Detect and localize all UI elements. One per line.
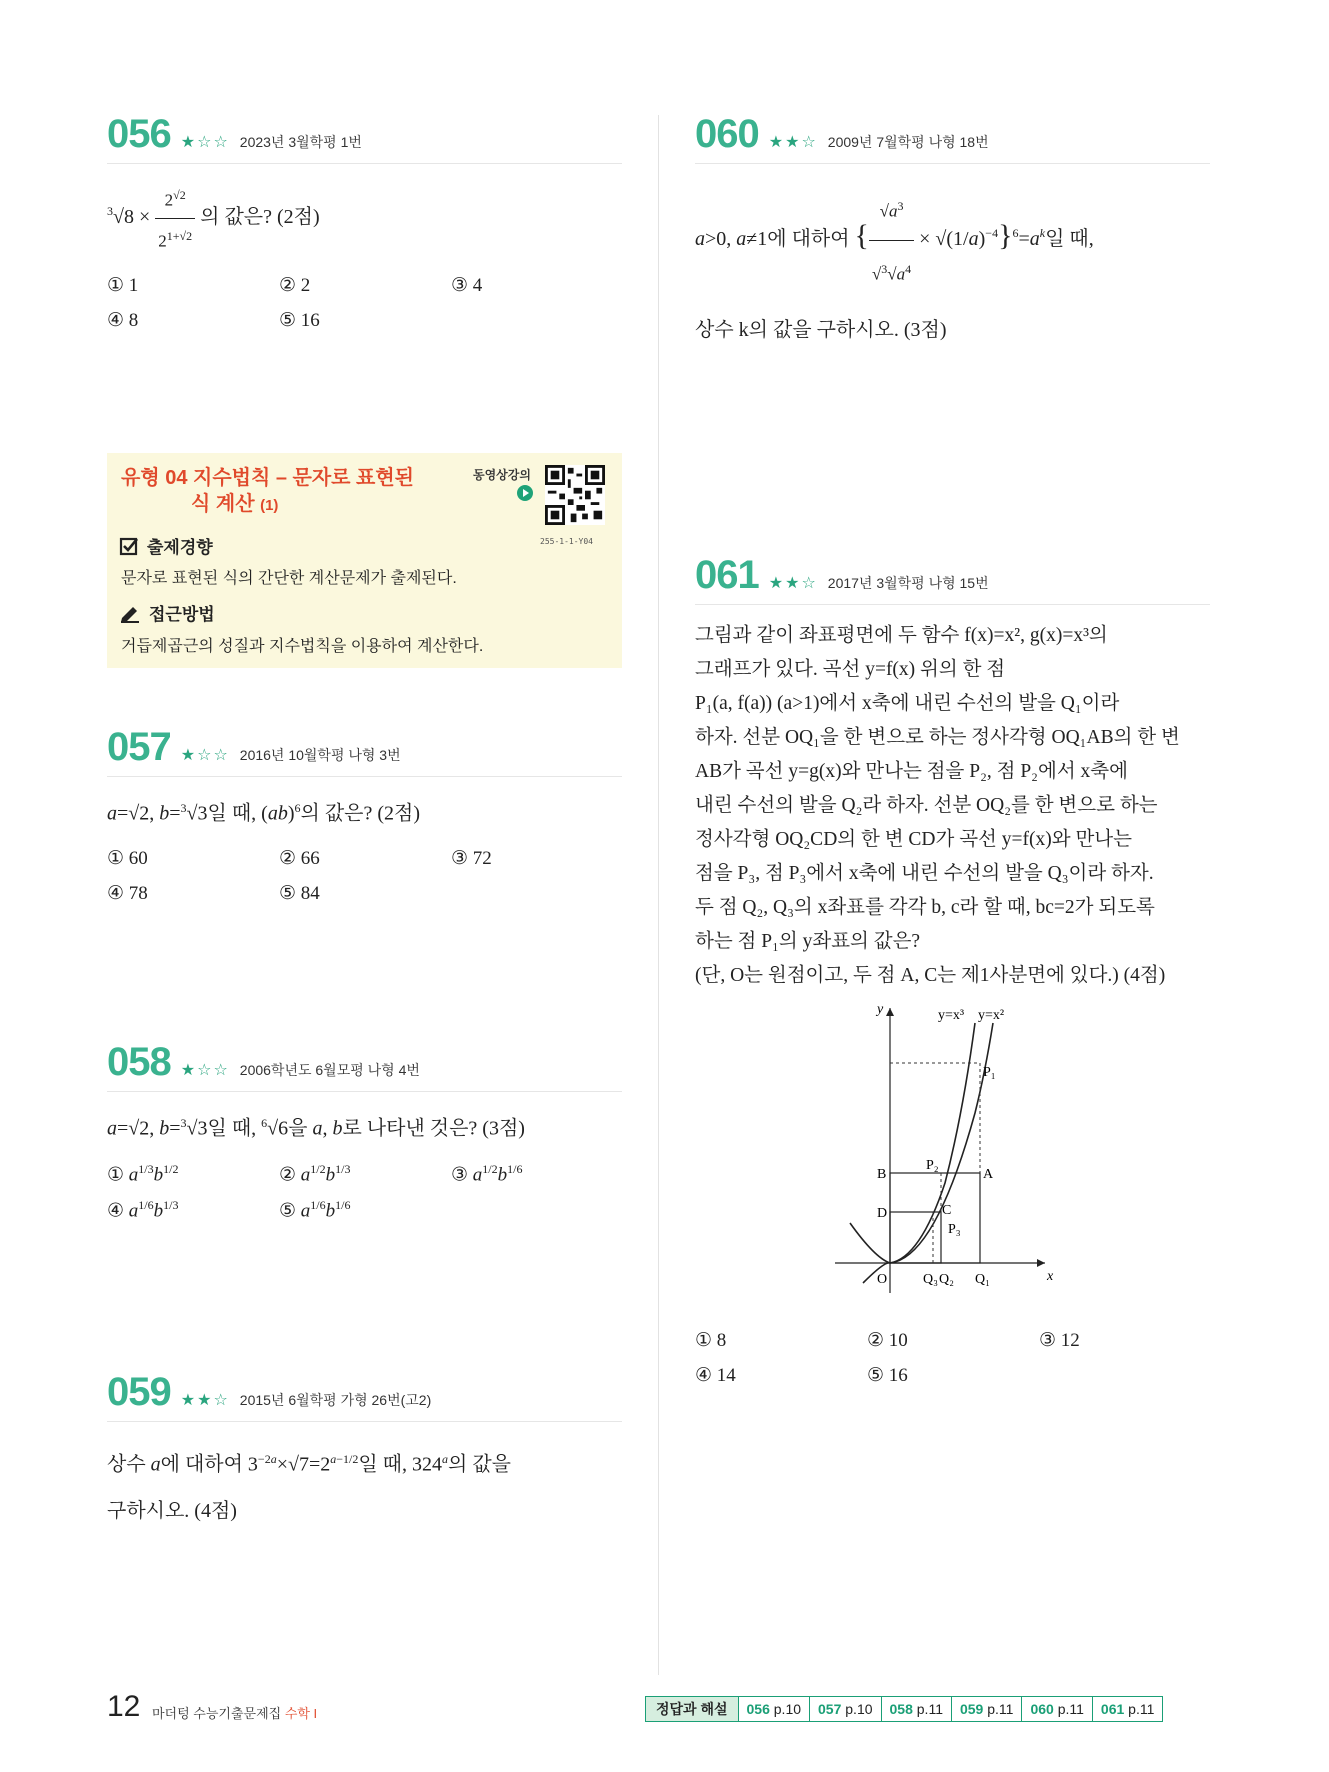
answer-ref[interactable]: 059 p.11 xyxy=(951,1697,1021,1721)
problem-source: 2017년 3월학평 나형 15번 xyxy=(827,575,989,591)
answer-choices xyxy=(107,1162,622,1223)
difficulty-stars: ★★☆ xyxy=(180,1390,230,1409)
problem-number: 060 xyxy=(695,112,759,156)
point-P3: P₃ xyxy=(948,1222,961,1237)
book-title: 마더텅 수능기출문제집 수학 I xyxy=(152,1706,318,1721)
choice[interactable]: ① 60 xyxy=(107,847,148,869)
problem-number: 056 xyxy=(107,112,171,156)
page-number: 12 xyxy=(107,1690,141,1723)
question-text: 그림과 같이 좌표평면에 두 함수 f(x)=x², g(x)=x³의 그래프가 있다. 곡선 y=f(x) 위의 한 점 P₁(a, f(a)) (a>1)에서 x축에 내린 수선의 발을 Q₁이라 하자. 선분 OQ₁을 한 변으로 하는 정사각형 OQ₁AB의 한 변 AB가 곡선 y=g(x)와 만나는 점을 P₂, 점 P₂에서 x축에 내린 수선의 발을 Q₂라 하자. 선분 OQ₂를 한 변으로 하는 정사각형 OQ₂CD의 한 변 CD가 곡선 y=f(x)와 만나는 점을 P₃, 점 P₃에서 x축에 내린 수선의 발을 Q₃이라 하자. 두 점 Q₂, Q₃의 x좌표를 각각 b, c라 할 때, bc=2가 되도록 하는 점 P₁의 y좌표의 값은? (단, O는 원점이고, 두 점 A, C는 제1사분면에 있다.) (4점) xyxy=(695,625,1180,986)
difficulty-stars: ★☆☆ xyxy=(180,745,230,764)
answer-ref[interactable]: 057 p.10 xyxy=(809,1697,881,1721)
video-lecture-label: 동영상강의 xyxy=(473,468,531,482)
question-text: a>0, a≠1에 대하여 { $\frac{√a^3}{√^3√a^4}$ × $√(1/a)^{-4}\}^6=a^k$일 때, 상수 k의 값을 구하시오. (3점) xyxy=(695,178,1210,358)
question-text: $^3$√8 × $\frac{2^{√2}}{2^{1+√2}}$ 의 값은? (2점) xyxy=(107,178,622,258)
problem-source: 2016년 10월학평 나형 3번 xyxy=(239,747,401,763)
square-OQ1AB xyxy=(890,1173,980,1263)
answer-choices xyxy=(695,1329,1211,1387)
trend-body: 문자로 표현된 식의 간단한 계산문제가 출제된다. xyxy=(121,570,457,587)
choice[interactable]: ① 1 xyxy=(107,275,139,297)
problem-056 xyxy=(107,112,622,332)
play-icon[interactable] xyxy=(517,485,533,501)
trend-heading: 출제경향 xyxy=(119,533,213,558)
choice[interactable]: ① $a^{1/3}b^{1/2}$ xyxy=(107,1161,179,1185)
problem-061 xyxy=(695,553,1210,1386)
x-axis-label: x xyxy=(1047,1269,1054,1284)
point-Q3: Q₃ xyxy=(923,1272,938,1287)
choice[interactable]: ⑤ 84 xyxy=(279,882,320,904)
problem-number: 057 xyxy=(107,725,171,769)
y-axis-label: y xyxy=(877,1002,884,1017)
type-box xyxy=(107,453,622,668)
point-P1: P₁ xyxy=(983,1065,996,1080)
curve-f xyxy=(850,1023,993,1263)
origin-label: O xyxy=(877,1272,888,1287)
curve-f-label: y=x² xyxy=(978,1008,1005,1023)
question-text: a=√2, b=$^3$√3일 때, $^6$√6을 a, b로 나타낸 것은? (3점) xyxy=(107,1116,525,1140)
point-B: B xyxy=(877,1167,887,1182)
point-Q1: Q₁ xyxy=(975,1272,990,1287)
choice[interactable]: ④ 14 xyxy=(695,1365,736,1386)
approach-heading: 접근방법 xyxy=(119,600,215,625)
problem-source: 2006학년도 6월모평 나형 4번 xyxy=(239,1062,420,1078)
difficulty-stars: ★★☆ xyxy=(768,573,818,592)
problem-source: 2015년 6월학평 가형 26번(고2) xyxy=(239,1392,432,1408)
answer-ref[interactable]: 060 p.11 xyxy=(1021,1697,1091,1721)
problem-source: 2023년 3월학평 1번 xyxy=(239,134,362,150)
function-graph xyxy=(835,993,1075,1323)
question-text: a=√2, b=$^3$√3일 때, (ab)$^6$의 값은? (2점) xyxy=(107,801,420,825)
choice[interactable]: ④ 78 xyxy=(107,882,148,904)
choice[interactable]: ④ 8 xyxy=(107,310,139,332)
answer-choices xyxy=(107,274,622,332)
choice[interactable]: ③ 72 xyxy=(451,847,492,869)
column-divider xyxy=(658,115,659,1675)
qr-code-label: 255-1-1-Y04 xyxy=(540,537,593,546)
choice[interactable]: ① 8 xyxy=(695,1330,727,1351)
question-text: 상수 a에 대하여 $3^{-2a}\times√7=2^{a-1/2}$일 때, 324$^a$의 값을 구하시오. (4점) xyxy=(107,1452,511,1522)
problem-058 xyxy=(107,1040,622,1222)
choice[interactable]: ② 10 xyxy=(867,1330,908,1351)
problem-source: 2009년 7월학평 나형 18번 xyxy=(827,134,989,150)
point-D: D xyxy=(877,1206,888,1221)
choice[interactable]: ⑤ 16 xyxy=(279,310,320,332)
choice[interactable]: ④ $a^{1/6}b^{1/3}$ xyxy=(107,1197,179,1222)
choice[interactable]: ② 2 xyxy=(279,275,311,297)
type-title: 유형 04 지수법칙 – 문자로 표현된 식 계산 (1) xyxy=(121,467,414,515)
point-C: C xyxy=(942,1203,952,1218)
point-P2: P₂ xyxy=(926,1158,939,1173)
choice[interactable]: ③ 4 xyxy=(451,275,483,297)
choice[interactable]: ② 66 xyxy=(279,847,320,869)
answer-label: 정답과 해설 xyxy=(646,1697,738,1721)
difficulty-stars: ★☆☆ xyxy=(180,132,230,151)
pencil-icon xyxy=(119,603,141,623)
problem-number: 058 xyxy=(107,1040,171,1084)
approach-body: 거듭제곱근의 성질과 지수법칙을 이용하여 계산한다. xyxy=(121,638,484,655)
difficulty-stars: ★★☆ xyxy=(768,132,818,151)
choice[interactable]: ③ $a^{1/2}b^{1/6}$ xyxy=(451,1161,523,1185)
checkbox-icon xyxy=(119,536,139,556)
problem-number: 061 xyxy=(695,553,759,597)
choice[interactable]: ⑤ $a^{1/6}b^{1/6}$ xyxy=(279,1197,351,1222)
curve-g-label: y=x³ xyxy=(938,1008,965,1023)
answer-choices xyxy=(107,847,622,905)
choice[interactable]: ② $a^{1/2}b^{1/3}$ xyxy=(279,1161,351,1185)
difficulty-stars: ★☆☆ xyxy=(180,1060,230,1079)
choice[interactable]: ⑤ 16 xyxy=(867,1365,908,1386)
qr-code-icon[interactable] xyxy=(545,465,605,525)
answer-reference-bar xyxy=(645,1696,1163,1722)
point-A: A xyxy=(983,1167,994,1182)
problem-060 xyxy=(695,112,1210,358)
problem-059 xyxy=(107,1370,622,1534)
problem-057 xyxy=(107,725,622,905)
point-Q2: Q₂ xyxy=(939,1272,954,1287)
answer-ref[interactable]: 061 p.11 xyxy=(1092,1697,1162,1721)
answer-ref[interactable]: 058 p.11 xyxy=(881,1697,951,1721)
problem-number: 059 xyxy=(107,1370,171,1414)
answer-ref[interactable]: 056 p.10 xyxy=(738,1697,810,1721)
choice[interactable]: ③ 12 xyxy=(1039,1330,1080,1351)
